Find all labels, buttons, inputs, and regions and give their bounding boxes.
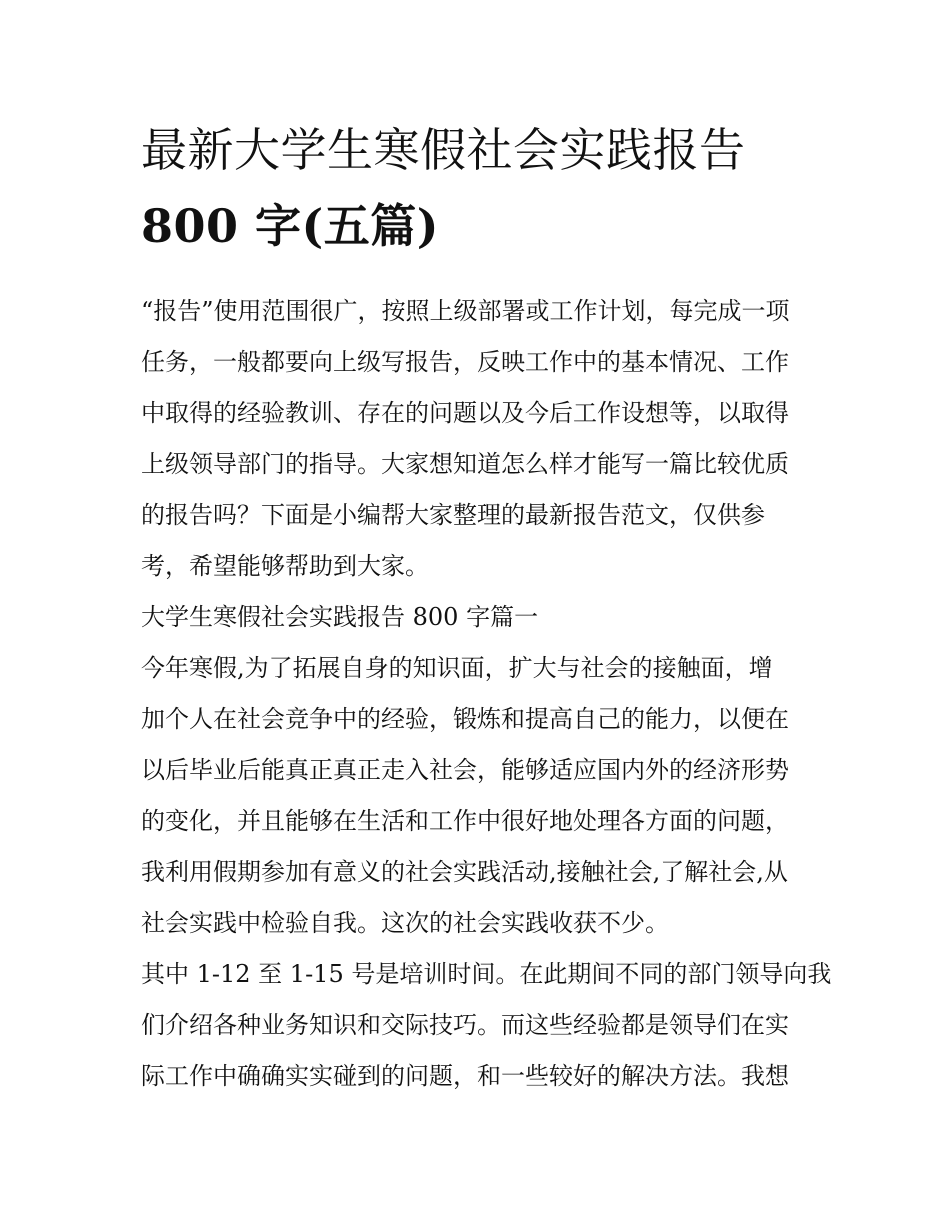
text-line: 以后毕业后能真正真正走入社会，能够适应国内外的经济形势	[141, 756, 789, 784]
text-line: 们介绍各种业务知识和交际技巧。而这些经验都是领导们在实	[141, 1011, 789, 1039]
document-body	[141, 286, 832, 1102]
title-line: 800 字(五篇)	[141, 199, 440, 253]
text-line: “报告”使用范围很广，按照上级部署或工作计划，每完成一项	[141, 297, 790, 325]
text-line: 我利用假期参加有意义的社会实践活动,接触社会,了解社会,从	[141, 858, 788, 886]
title-line: 最新大学生寒假社会实践报告	[141, 123, 746, 177]
intro-paragraph	[141, 286, 813, 592]
text-line: 任务，一般都要向上级写报告，反映工作中的基本情况、工作	[141, 348, 789, 376]
body-paragraph-2	[141, 949, 832, 1102]
text-line: 社会实践中检验自我。这次的社会实践收获不少。	[141, 909, 669, 937]
document-title	[141, 112, 813, 264]
text-line: 的变化，并且能够在生活和工作中很好地处理各方面的问题，	[141, 807, 789, 835]
text-line: 其中 1-12 至 1-15 号是培训时间。在此期间不同的部门领导向我	[141, 960, 832, 988]
section-heading	[141, 592, 813, 643]
text-line: 大学生寒假社会实践报告 800 字篇一	[141, 603, 539, 631]
text-line: 考，希望能够帮助到大家。	[141, 552, 429, 580]
body-paragraph-1	[141, 643, 813, 949]
text-line: 的报告吗？下面是小编帮大家整理的最新报告范文，仅供参	[141, 501, 765, 529]
text-line: 中取得的经验教训、存在的问题以及今后工作设想等，以取得	[141, 399, 789, 427]
text-line: 今年寒假,为了拓展自身的知识面，扩大与社会的接触面，增	[141, 654, 773, 682]
document-content	[141, 112, 832, 1102]
text-line: 上级领导部门的指导。大家想知道怎么样才能写一篇比较优质	[141, 450, 789, 478]
text-line: 加个人在社会竞争中的经验，锻炼和提高自己的能力，以便在	[141, 705, 789, 733]
text-line: 际工作中确确实实碰到的问题，和一些较好的解决方法。我想	[141, 1062, 789, 1090]
